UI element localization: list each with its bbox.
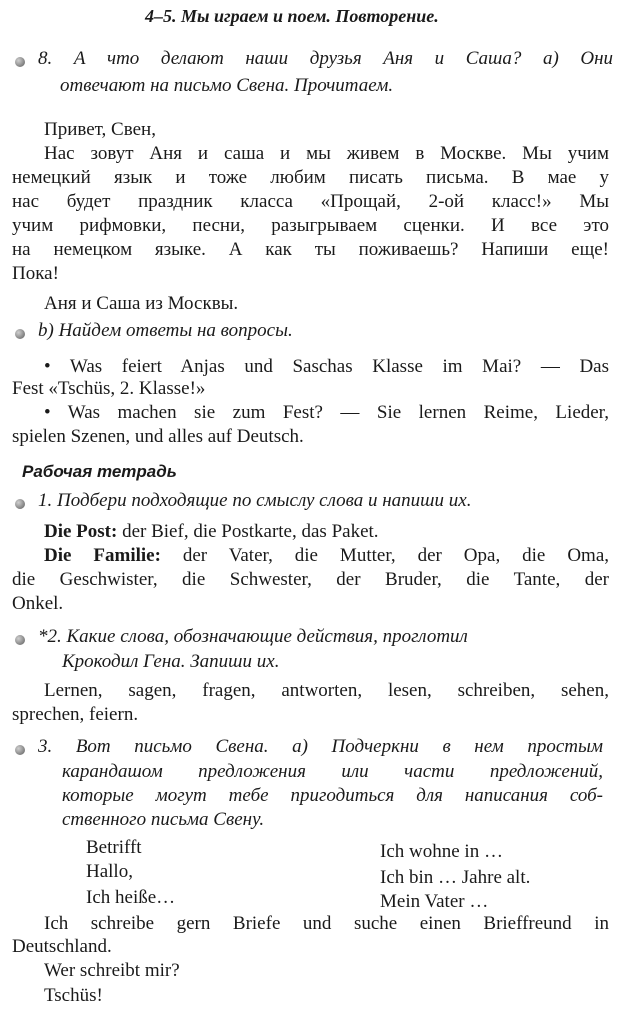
task1-bullet-icon bbox=[15, 499, 25, 509]
family-label: Die Familie: bbox=[44, 545, 161, 566]
task2-line2: Крокодил Гена. Запиши их. bbox=[62, 651, 280, 672]
letter-signature: Аня и Саша из Москвы. bbox=[44, 293, 239, 314]
letter-line5: на немецком языке. А как ты поживаешь? Напиши еще! bbox=[12, 239, 609, 260]
task3-line1: 3. Вот письмо Свена. а) Подчеркни в нем простым bbox=[38, 736, 603, 757]
task-bullet-icon bbox=[15, 57, 25, 67]
task8-line2: отвечают на письмо Свена. Прочитаем. bbox=[60, 75, 394, 96]
letter-phrase-betrifft: Betrifft bbox=[86, 837, 142, 858]
letter-phrase-hallo: Hallo, bbox=[86, 861, 133, 882]
page-heading: 4–5. Мы играем и поем. Повторение. bbox=[145, 6, 439, 26]
task2-line1: *2. Какие слова, обозначающие действия, проглотил bbox=[38, 626, 468, 647]
verbs-line1: Lernen, sagen, fragen, antworten, lesen, schreiben, sehen, bbox=[44, 680, 609, 701]
task3-line3: которые могут тебе пригодиться для написания соб- bbox=[62, 785, 603, 806]
question2-line2: spielen Szenen, und alles auf Deutsch. bbox=[12, 426, 304, 447]
question2-line1: • Was machen sie zum Fest? — Sie lernen Reime, Lieder, bbox=[44, 402, 609, 423]
workbook-title: Рабочая тетрадь bbox=[22, 462, 177, 481]
verbs-line2: sprechen, feiern. bbox=[12, 704, 139, 725]
letter-line6: Пока! bbox=[12, 263, 59, 284]
task8-line1: 8. А что делают наши друзья Аня и Саша? а) Они bbox=[38, 48, 613, 69]
letter-line3: нас будет праздник класса «Прощай, 2-ой класс!» Мы bbox=[12, 191, 609, 212]
letter-line1: Нас зовут Аня и саша и мы живем в Москве. Мы учим bbox=[44, 143, 609, 164]
task2-bullet-icon bbox=[15, 635, 25, 645]
letter-ending-line3: Wer schreibt mir? bbox=[44, 960, 180, 981]
family-text: der Vater, die Mutter, der Opa, die Oma, bbox=[160, 545, 609, 566]
letter-ending-line4: Tschüs! bbox=[44, 985, 103, 1006]
post-line bbox=[44, 520, 379, 544]
letter-line2: немецкий язык и тоже любим писать письма. В мае у bbox=[12, 167, 609, 188]
task3-bullet-icon bbox=[15, 745, 25, 755]
task3-line4: ственного письма Свену. bbox=[62, 809, 265, 830]
partb-title: b) Найдем ответы на вопросы. bbox=[38, 320, 293, 341]
task1-text: 1. Подбери подходящие по смыслу слова и напиши их. bbox=[38, 490, 472, 511]
letter-line4: учим рифмовки, песни, разыгрываем сценки. И все это bbox=[12, 215, 609, 236]
partb-bullet-icon bbox=[15, 329, 25, 339]
letter-phrase-ich-bin: Ich bin … Jahre alt. bbox=[380, 867, 531, 888]
letter-ending-line2: Deutschland. bbox=[12, 936, 112, 957]
post-text: der Bief, die Postkarte, das Paket. bbox=[117, 521, 379, 542]
family-line3: Onkel. bbox=[12, 593, 64, 614]
task3-line2: карандашом предложения или части предложений, bbox=[62, 761, 603, 782]
question1-line2: Fest «Tschüs, 2. Klasse!» bbox=[12, 378, 206, 399]
letter-ending-line1: Ich schreibe gern Briefe und suche einen Brieffreund in bbox=[44, 913, 609, 934]
letter-phrase-mein-vater: Mein Vater … bbox=[380, 891, 489, 912]
question1-line1: • Was feiert Anjas und Saschas Klasse im Mai? — Das bbox=[44, 356, 609, 377]
family-line2: die Geschwister, die Schwester, der Bruder, die Tante, der bbox=[12, 569, 609, 590]
letter-phrase-ich-heisse: Ich heiße… bbox=[86, 887, 176, 908]
letter-greeting: Привет, Свен, bbox=[44, 119, 156, 140]
post-label: Die Post: bbox=[44, 521, 118, 542]
letter-phrase-ich-wohne: Ich wohne in … bbox=[380, 841, 503, 862]
family-line1 bbox=[44, 544, 609, 568]
